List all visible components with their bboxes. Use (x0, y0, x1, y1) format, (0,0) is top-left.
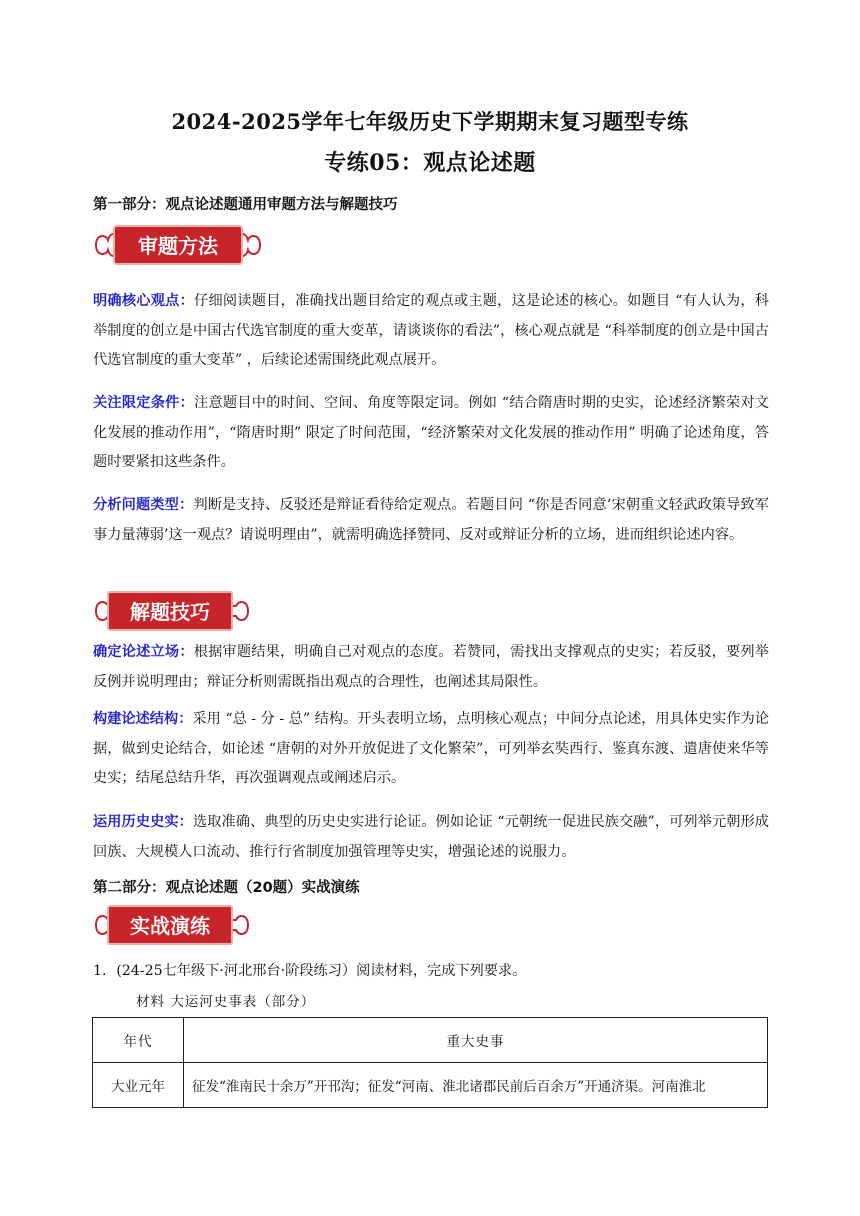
item-text: 仔细阅读题目，准确找出题目给定的观点或主题，这是论述的核心。如题目 “有人认为，科举制度的创立是中国古代选官制度的重大变革，请谈谈你的看法”，核心观点就是 “科举制度的创立是中国古代选官制度的重大变革” ，后续论述需围绕此观点展开。 (93, 293, 769, 368)
item-label: 运用历史史实： (93, 814, 193, 830)
item-text: 采用 “总 - 分 - 总” 结构。开头表明立场，点明核心观点；中间分点论述，用具体史实作为论据，做到史论结合，如论述 “唐朝的对外开放促进了文化繁荣”，可列举玄奘西行、鉴真东渡、遣唐使来华等史实；结尾总结升华，再次强调观点或阐述启示。 (93, 711, 769, 786)
part1-heading: 第一部分：观点论述题通用审题方法与解题技巧 (93, 197, 398, 213)
item-label: 构建论述结构： (93, 711, 193, 727)
table-header-row (93, 1018, 768, 1063)
banner-ornament-icon (92, 222, 264, 268)
question-1: 1．(24-25七年级下·河北邢台·阶段练习）阅读材料，完成下列要求。 (93, 963, 527, 979)
banner-ornament-icon (92, 902, 252, 948)
table-header-cell: 重大史事 (184, 1018, 768, 1063)
table-row (93, 1063, 768, 1108)
banner-jieti (92, 588, 252, 632)
banner-ornament-icon (92, 588, 252, 634)
item-label: 确定论述立场： (93, 644, 194, 660)
item-label: 明确核心观点： (93, 293, 195, 309)
item-structure (93, 705, 769, 794)
table-header-cell: 年代 (93, 1018, 184, 1063)
item-question-type (93, 491, 769, 550)
document-title: 2024-2025学年七年级历史下学期期末复习题型专练 (171, 109, 689, 134)
history-table (92, 1017, 768, 1108)
item-label: 关注限定条件： (93, 395, 195, 411)
item-text: 选取准确、典型的历史史实进行论证。例如论证 “元朝统一促进民族交融”，可列举元朝形成回族、大规模人口流动、推行行省制度加强管理等史实，增强论述的说服力。 (93, 814, 769, 860)
table-cell: 征发“淮南民十余万”开邗沟；征发“河南、淮北诸郡民前后百余万”开通济渠。河南淮北 (184, 1063, 768, 1108)
item-text: 判断是支持、反驳还是辩证看待给定观点。若题目问 “你是否同意‘宋朝重文轻武政策导致军事力量薄弱’这一观点？请说明理由”，就需明确选择赞同、反对或辩证分析的立场，进而组织论述内容。 (93, 497, 769, 543)
material-caption: 材料 大运河史事表（部分） (136, 994, 316, 1010)
item-text: 根据审题结果，明确自己对观点的态度。若赞同，需找出支撑观点的史实；若反驳，要列举反例并说明理由；辩证分析则需既指出观点的合理性，也阐述其局限性。 (93, 644, 769, 690)
item-text: 注意题目中的时间、空间、角度等限定词。例如 “结合隋唐时期的史实，论述经济繁荣对文化发展的推动作用”，“隋唐时期” 限定了时间范围，“经济繁荣对文化发展的推动作用” 明确了论述角度，答题时要紧扣这些条件。 (93, 395, 769, 470)
banner-jieti-label: 解题技巧 (130, 600, 210, 624)
banner-shizhan-label: 实战演练 (130, 914, 210, 938)
table-cell: 大业元年 (93, 1063, 184, 1108)
document-subtitle: 专练05：观点论述题 (324, 150, 536, 176)
item-label: 分析问题类型： (93, 497, 194, 513)
banner-shenti-label: 审题方法 (138, 234, 218, 258)
item-historical-facts (93, 808, 769, 867)
banner-shizhan (92, 902, 252, 946)
item-constraints (93, 389, 769, 478)
banner-shenti (92, 222, 264, 266)
item-core-viewpoint (93, 287, 769, 376)
part2-heading: 第二部分：观点论述题（20题）实战演练 (93, 880, 360, 896)
item-stance (93, 638, 769, 697)
